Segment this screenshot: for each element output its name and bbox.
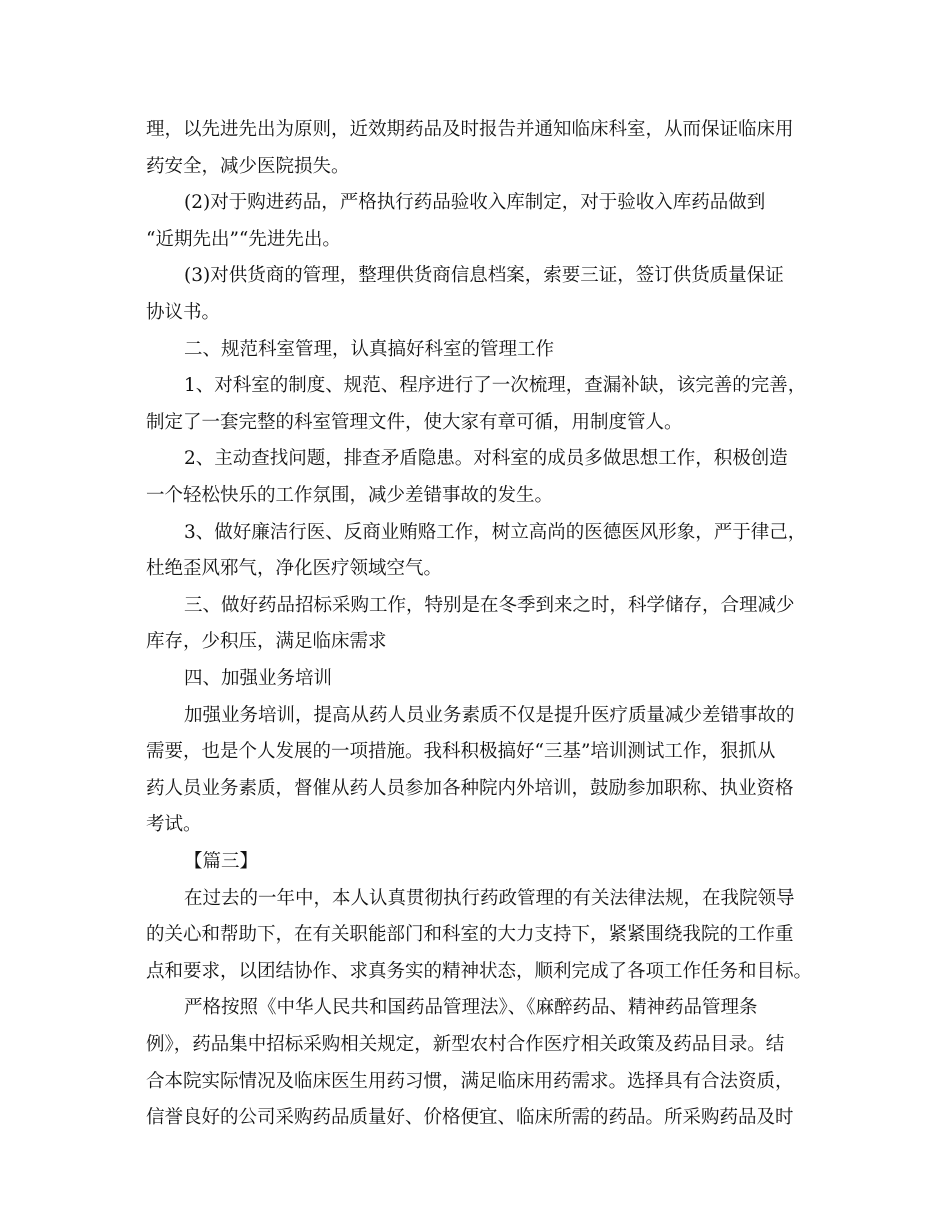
text-line: 【篇三】 <box>184 851 259 872</box>
text-line: 杜绝歪风邪气，净化医疗领域空气。 <box>146 558 443 580</box>
text-line: 1、对科室的制度、规范、程序进行了一次梳理，查漏补缺，该完善的完善， <box>184 375 807 397</box>
text-line: 药安全，减少医院损失。 <box>146 155 350 177</box>
text-line: 考试。 <box>146 814 202 836</box>
text-line: 合本院实际情况及临床医生用药习惯，满足临床用药需求。选择具有合法资质， <box>146 1070 794 1092</box>
text-line: 一个轻松快乐的工作氛围，减少差错事故的发生。 <box>146 485 554 506</box>
text-line: 3、做好廉洁行医、反商业贿赂工作，树立高尚的医德医风形象，严于律己， <box>184 521 807 543</box>
text-line: 的关心和帮助下，在有关职能部门和科室的大力支持下，紧紧围绕我院的工作重 <box>146 924 794 946</box>
text-line: 需要，也是个人发展的一项措施。我科积极搞好“三基”培训测试工作，狠抓从 <box>146 741 776 763</box>
text-line: 协议书。 <box>146 302 221 323</box>
text-line: 例》，药品集中招标采购相关规定，新型农村合作医疗相关政策及药品目录。结 <box>146 1034 785 1055</box>
text-line: (3)对供货商的管理，整理供货商信息档案，索要三证，签订供货质量保证 <box>184 265 784 287</box>
text-line: 库存，少积压，满足临床需求 <box>146 631 387 653</box>
text-line: (2)对于购进药品，严格执行药品验收入库制定，对于验收入库药品做到 <box>184 192 766 214</box>
text-line: 严格按照《中华人民共和国药品管理法》、《麻醉药品、精神药品管理条 <box>184 997 758 1019</box>
text-line: 加强业务培训，提高从药人员业务素质不仅是提升医疗质量减少差错事故的 <box>184 704 795 726</box>
text-line: 理，以先进先出为原则，近效期药品及时报告并通知临床科室，从而保证临床用 <box>146 119 794 140</box>
text-line: “近期先出”“先进先出。 <box>146 228 341 250</box>
text-line: 制定了一套完整的科室管理文件，使大家有章可循，用制度管人。 <box>146 411 683 433</box>
text-line: 二、规范科室管理，认真搞好科室的管理工作 <box>184 338 555 360</box>
text-line: 点和要求，以团结协作、求真务实的精神状态，顺利完成了各项工作任务和目标。 <box>146 960 813 982</box>
text-line: 四、加强业务培训 <box>184 668 333 689</box>
text-line: 药人员业务素质，督催从药人员参加各种院内外培训，鼓励参加职称、执业资格 <box>146 777 794 799</box>
text-line: 2、主动查找问题，排查矛盾隐患。对科室的成员多做思想工作，积极创造 <box>184 448 788 470</box>
text-line: 在过去的一年中，本人认真贯彻执行药政管理的有关法律法规，在我院领导 <box>184 887 795 909</box>
text-line: 信誉良好的公司采购药品质量好、价格便宜、临床所需的药品。所采购药品及时 <box>146 1107 794 1129</box>
text-line: 三、做好药品招标采购工作，特别是在冬季到来之时，科学储存，合理减少 <box>184 594 795 616</box>
